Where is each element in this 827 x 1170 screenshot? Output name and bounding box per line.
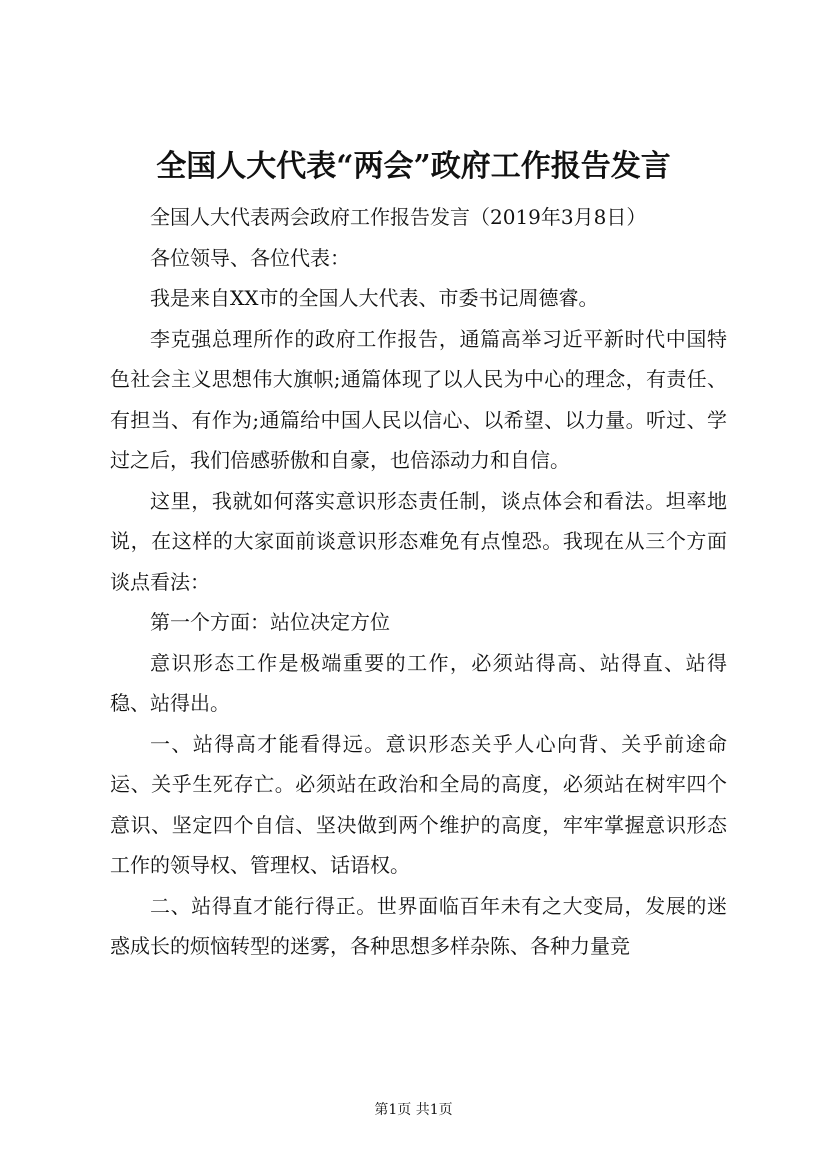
paragraph-heading-date: 全国人大代表两会政府工作报告发言（2019年3月8日）	[150, 205, 647, 229]
paragraph-point-two: 二、站得直才能行得正。世界面临百年未有之大变局，发展的迷惑成长的烦恼转型的迷雾，各种思想多样杂陈、各种力量竞	[110, 893, 727, 958]
paragraph-point-one: 一、站得高才能看得远。意识形态关乎人心向背、关乎前途命运、关乎生死存亡。必须站在政治和全局的高度，必须站在树牢四个意识、坚定四个自信、坚决做到两个维护的高度，牢牢掌握意识形态工作的领导权、管理权、话语权。	[110, 731, 727, 877]
document-title: 全国人大代表“两会”政府工作报告发言	[156, 149, 671, 184]
paragraph-report-praise: 李克强总理所作的政府工作报告，通篇高举习近平新时代中国特色社会主义思想伟大旗帜;通篇体现了以人民为中心的理念，有责任、有担当、有作为;通篇给中国人民以信心、以希望、以力量。听过、学过之后，我们倍感骄傲和自豪，也倍添动力和自信。	[110, 326, 727, 472]
paragraph-topic-intro: 这里，我就如何落实意识形态责任制，谈点体会和看法。坦率地说，在这样的大家面前谈意识形态难免有点惶恐。我现在从三个方面谈点看法：	[110, 488, 727, 594]
paragraph-salutation: 各位领导、各位代表：	[150, 245, 350, 270]
paragraph-self-intro: 我是来自XX市的全国人大代表、市委书记周德睿。	[150, 286, 599, 310]
document-body	[110, 197, 727, 967]
paragraph-section-one-summary: 意识形态工作是极端重要的工作，必须站得高、站得直、站得稳、站得出。	[110, 650, 727, 715]
paragraph-section-one-heading: 第一个方面：站位决定方位	[150, 610, 390, 634]
page-number-footer: 第1页 共1页	[374, 1102, 453, 1118]
